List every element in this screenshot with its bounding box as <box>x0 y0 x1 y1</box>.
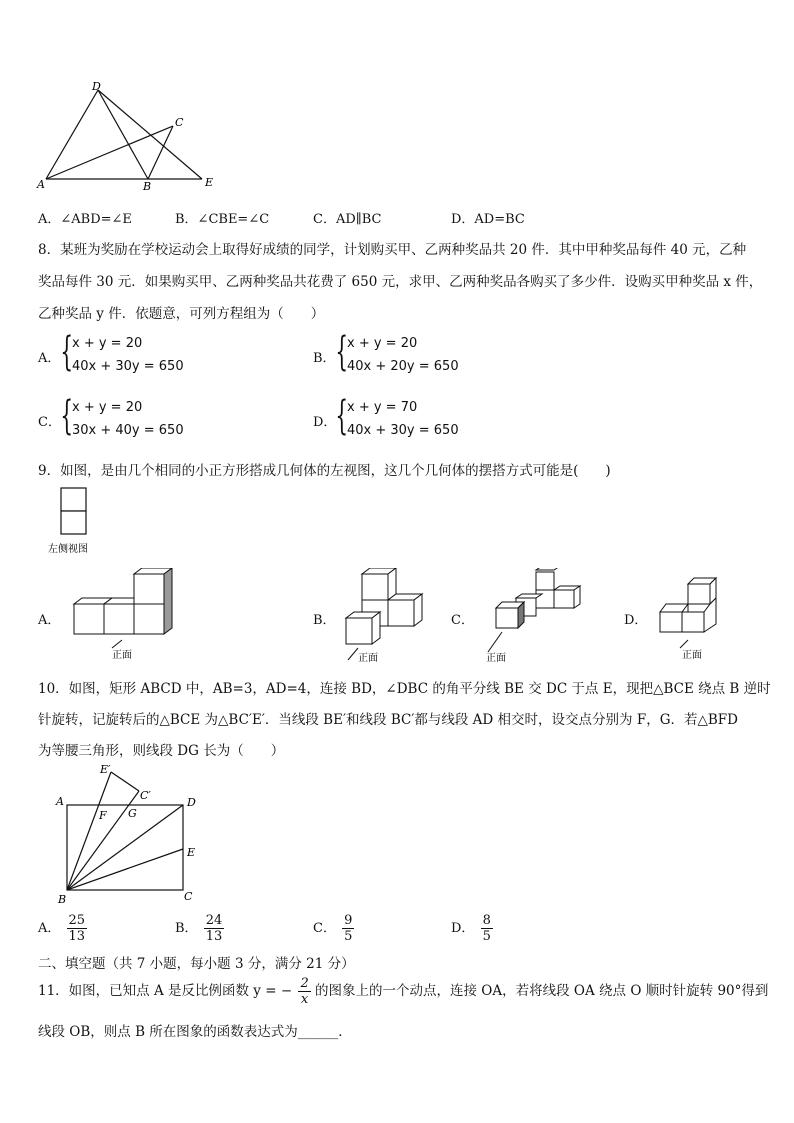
q10-option-a-numerator: 25 <box>68 913 86 928</box>
q9-left-view-figure <box>46 486 106 556</box>
q10-option-c-numerator: 9 <box>344 913 353 928</box>
q9-option-d-label[interactable]: D． <box>624 613 648 628</box>
q7-figure <box>30 78 220 196</box>
segment-de <box>98 90 202 179</box>
q10-option-b-numerator: 24 <box>205 913 223 928</box>
q8-option-d-eq2: 40x + 30y = 650 <box>347 423 459 438</box>
segment-be <box>67 849 183 890</box>
q7-option-d[interactable]: D．AD=BC <box>451 212 525 227</box>
point-label-e-prime: E′ <box>100 763 111 776</box>
q9-option-b-label[interactable]: B． <box>313 613 336 628</box>
q8-option-a-eq1: x + y = 20 <box>72 336 143 351</box>
q8-stem-line3: 乙种奖品 y 件．依题意，可列方程组为（ ） <box>38 306 325 322</box>
q10-option-b-fraction <box>204 913 225 944</box>
q9-option-d-front-label: 正面 <box>682 650 702 661</box>
q10-option-d-fraction <box>481 913 493 944</box>
q8-option-c-label[interactable]: C． <box>38 415 61 430</box>
q8-option-b-eq2: 40x + 20y = 650 <box>347 359 459 374</box>
point-label-c: C <box>184 890 193 903</box>
point-label-g: G <box>128 807 137 820</box>
q8-stem-line1: 8．某班为奖励在学校运动会上取得好成绩的同学，计划购买甲、乙两种奖品共 20 件．其中甲种奖品每件 40 元，乙种 <box>38 242 747 258</box>
q8-option-d-eq1: x + y = 70 <box>347 400 418 415</box>
q8-option-a-label[interactable]: A． <box>38 351 61 366</box>
q10-stem-line1: 10．如图，矩形 ABCD 中，AB=3，AD=4，连接 BD，∠DBC 的角平分线 BE 交 DC 于点 E，现把△BCE 绕点 B 逆时 <box>38 681 771 697</box>
q9-option-a-front-label: 正面 <box>112 650 132 661</box>
q11-stem-line2: 线段 OB，则点 B 所在图象的函数表达式为______． <box>38 1024 352 1040</box>
segment-ad <box>46 90 98 179</box>
q10-option-b-label: B． <box>175 921 198 936</box>
q10-option-c-label: C． <box>313 921 336 936</box>
point-label-b: B <box>58 893 67 906</box>
segment-e-prime-c-prime <box>111 772 139 791</box>
segment-ac <box>46 126 173 179</box>
q11-stem-pre: 11．如图，已知点 A 是反比例函数 y = − <box>38 983 293 999</box>
q9-option-c-front-label: 正面 <box>486 653 506 663</box>
q11-fraction-numerator: 2 <box>300 976 309 991</box>
point-label-e: E <box>187 846 196 859</box>
q8-option-d-label[interactable]: D． <box>313 415 337 430</box>
q10-option-d-numerator: 8 <box>482 913 491 928</box>
q10-option-a[interactable] <box>38 913 87 944</box>
q8-option-c-eq2: 30x + 40y = 650 <box>72 423 184 438</box>
point-label-d: D <box>92 80 101 93</box>
q10-option-a-fraction <box>67 913 88 944</box>
point-label-a: A <box>37 178 45 191</box>
segment-bc <box>148 126 173 179</box>
q10-option-a-denominator: 13 <box>68 929 86 944</box>
q10-option-c[interactable] <box>313 913 354 944</box>
point-label-c-prime: C′ <box>140 789 151 802</box>
q11-stem-line1 <box>38 976 768 1007</box>
q10-figure <box>50 760 210 910</box>
q7-option-b[interactable]: B．∠CBE=∠C <box>175 212 270 227</box>
q9-option-c-label[interactable]: C． <box>451 613 474 628</box>
segment-bc-prime <box>67 791 139 890</box>
segment-be-prime <box>67 772 111 890</box>
q8-option-c-brace: { <box>60 393 74 439</box>
point-label-d: D <box>187 796 196 809</box>
q9-option-a-figure[interactable] <box>70 568 185 663</box>
q11-fraction-denominator: x <box>300 992 309 1007</box>
q9-option-d-figure[interactable] <box>654 572 734 662</box>
q9-left-view-caption: 左侧视图 <box>48 544 88 555</box>
point-label-a: A <box>56 795 64 808</box>
q8-option-c-system[interactable] <box>72 396 184 442</box>
q9-stem: 9．如图，是由几个相同的小正方形搭成几何体的左视图，这几个几何体的摆搭方式可能是( ) <box>38 463 611 479</box>
q10-option-b[interactable] <box>175 913 224 944</box>
q9-option-a-label[interactable]: A． <box>38 613 61 628</box>
q10-option-d-label: D． <box>451 921 475 936</box>
q8-option-b-eq1: x + y = 20 <box>347 336 418 351</box>
q8-option-b-brace: { <box>335 329 349 375</box>
point-label-b: B <box>143 180 152 193</box>
q8-option-b-system[interactable] <box>347 332 459 378</box>
q8-option-a-system[interactable] <box>72 332 184 378</box>
segment-bd <box>67 805 183 890</box>
q11-fraction <box>298 976 310 1007</box>
q8-stem-line2: 奖品每件 30 元．如果购买甲、乙两种奖品共花费了 650 元，求甲、乙两种奖品各购买了多少件．设购买甲种奖品 x 件， <box>38 274 763 290</box>
q10-option-b-denominator: 13 <box>205 929 223 944</box>
q9-option-b-front-label: 正面 <box>358 653 378 663</box>
q10-stem-line3: 为等腰三角形，则线段 DG 长为（ ） <box>38 743 285 759</box>
q10-option-c-fraction <box>342 913 354 944</box>
point-label-e: E <box>205 176 214 189</box>
q10-option-c-denominator: 5 <box>344 929 353 944</box>
q8-option-d-system[interactable] <box>347 396 459 442</box>
point-label-c: C <box>175 116 184 129</box>
segment-db <box>98 90 148 179</box>
q8-option-a-brace: { <box>60 329 74 375</box>
q10-option-d-denominator: 5 <box>482 929 491 944</box>
q10-stem-line2: 针旋转，记旋转后的△BCE 为△BC′E′．当线段 BE′和线段 BC′都与线段 AD 相交时，设交点分别为 F，G．若△BFD <box>38 712 738 728</box>
q10-option-d[interactable] <box>451 913 493 944</box>
point-label-f: F <box>99 809 107 822</box>
q8-option-b-label[interactable]: B． <box>313 351 336 366</box>
q10-option-a-label: A． <box>38 921 61 936</box>
q8-option-d-brace: { <box>335 393 349 439</box>
q7-option-c[interactable]: C．AD∥BC <box>313 212 382 227</box>
q8-option-c-eq1: x + y = 20 <box>72 400 143 415</box>
q8-option-a-eq2: 40x + 30y = 650 <box>72 359 184 374</box>
q9-option-c-figure[interactable] <box>482 568 592 663</box>
q11-stem-post: 的图象上的一个动点，连接 OA，若将线段 OA 绕点 O 顺时针旋转 90°得到 <box>315 983 769 999</box>
q7-option-a[interactable]: A．∠ABD=∠E <box>38 212 132 227</box>
q9-option-b-figure[interactable] <box>340 568 435 663</box>
section-heading-fill-in: 二、填空题（共 7 小题，每小题 3 分，满分 21 分） <box>38 956 355 972</box>
